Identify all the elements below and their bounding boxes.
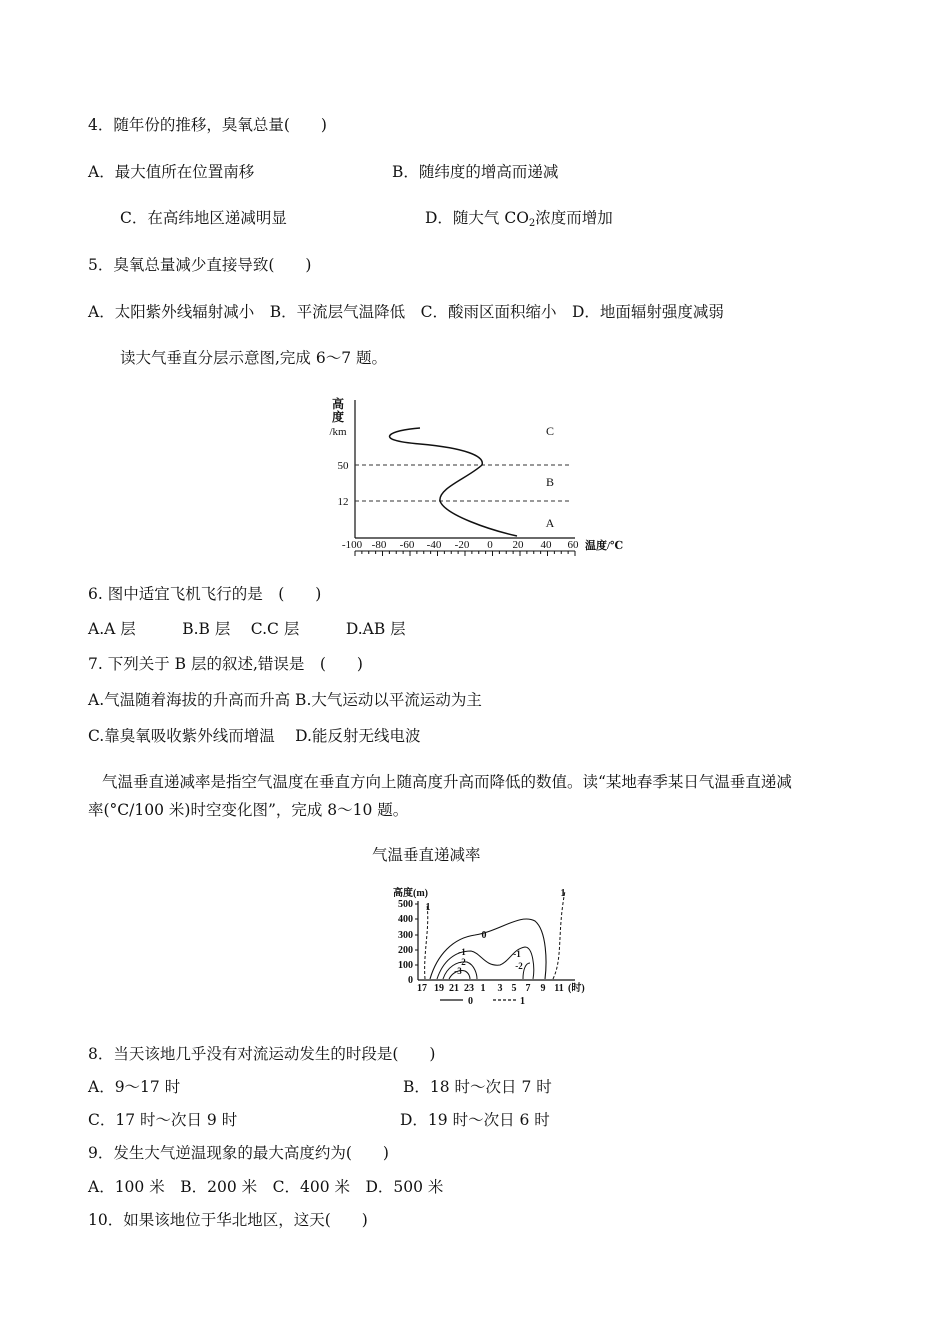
figure2-xtick: 21	[449, 983, 459, 994]
figure2-xtick: 17	[417, 983, 427, 994]
figure1-ytick-50: 50	[337, 460, 349, 472]
figure1-layer-c: C	[545, 424, 555, 438]
q5-stem: 5．臭氧总量减少直接导致( )	[88, 256, 312, 274]
figure2-ytick: 200	[398, 945, 413, 956]
q4-option-b: B．随纬度的增高而递减	[392, 163, 559, 181]
figure2-contour-label: 1	[425, 902, 431, 913]
intro-6-7: 读大气垂直分层示意图,完成 6～7 题。	[120, 349, 388, 367]
figure1-xtick: 60	[567, 539, 579, 551]
figure2-ytick: 0	[408, 975, 413, 986]
figure1-temperature-curve	[390, 428, 517, 536]
figure2-xtick: 11	[554, 983, 564, 994]
figure2-contour-label: -3	[454, 966, 462, 976]
figure1-ylabel-2: 度	[331, 410, 345, 424]
figure2-xtick: 5	[511, 983, 517, 994]
figure1-ylabel-1: 高	[331, 397, 345, 411]
q4-option-c: C．在高纬地区递减明显	[120, 209, 287, 227]
figure1-xtick: 40	[540, 539, 552, 551]
figure1-ytick-12: 12	[337, 496, 349, 508]
figure2-xtick: 23	[464, 983, 474, 994]
figure2-contour-label: -1	[458, 947, 466, 957]
q6-stem: 6. 图中适宜飞机飞行的是 ( )	[88, 585, 322, 603]
q8-stem: 8．当天该地几乎没有对流运动发生的时段是( )	[88, 1045, 436, 1063]
figure1-layer-a: A	[545, 516, 555, 530]
figure2-contour-label: -2	[458, 957, 466, 967]
q7-stem: 7. 下列关于 B 层的叙述,错误是 ( )	[88, 655, 363, 673]
intro-8-10-line2: 率(°C/100 米)时空变化图”，完成 8～10 题。	[88, 801, 409, 819]
figure2-contour-1-right	[553, 891, 565, 979]
figure2-ytick: 400	[398, 914, 413, 925]
figure2-contour-label: -1	[513, 949, 521, 959]
q4-stem: 4．随年份的推移，臭氧总量( )	[88, 116, 327, 134]
q7-options-cd: C.靠臭氧吸收紫外线而增温 D.能反射无线电波	[88, 727, 421, 745]
figure2-ytick: 500	[398, 899, 413, 910]
figure2-contour-label: 0	[481, 930, 487, 941]
figure2-contour-label: -2	[515, 961, 523, 971]
lapse-rate-figure	[385, 883, 595, 1008]
figure2-xtick: 1	[480, 983, 486, 994]
q6-options: A.A 层 B.B 层 C.C 层 D.AB 层	[88, 620, 406, 638]
figure1-xtick: -60	[399, 539, 415, 551]
q10-stem: 10．如果该地位于华北地区，这天( )	[88, 1211, 368, 1229]
figure2-x-unit: (时)	[568, 983, 585, 994]
figure2-legend-solid-label: 0	[468, 996, 473, 1007]
figure2-title: 气温垂直递减率	[372, 846, 481, 864]
q8-option-b: B．18 时～次日 7 时	[403, 1078, 552, 1096]
figure2-xtick: 7	[525, 983, 531, 994]
figure2-ylabel: 高度(m)	[393, 888, 428, 899]
intro-8-10-line1: 气温垂直递减率是指空气温度在垂直方向上随高度升高而降低的数值。读“某地春季某日气温垂直递减	[102, 773, 792, 791]
figure2-contour-label: 1	[560, 888, 566, 899]
figure1-xtick: 20	[512, 539, 524, 551]
q8-option-c: C．17 时～次日 9 时	[88, 1111, 238, 1129]
q4-option-a: A．最大值所在位置南移	[88, 163, 255, 181]
figure1-xtick: -40	[426, 539, 442, 551]
q4-option-d: D．随大气 $CO_2$浓度而增加	[425, 209, 613, 229]
figure2-ytick: 100	[398, 960, 413, 971]
q9-options: A．100 米 B．200 米 C．400 米 D．500 米	[88, 1178, 444, 1196]
figure1-xtick: -80	[371, 539, 387, 551]
q8-option-d: D．19 时～次日 6 时	[400, 1111, 550, 1129]
figure1-xtick: -100	[341, 539, 363, 551]
q8-option-a: A．9～17 时	[88, 1078, 181, 1096]
figure2-ytick: 300	[398, 930, 413, 941]
q5-options: A．太阳紫外线辐射减小 B．平流层气温降低 C．酸雨区面积缩小 D．地面辐射强度减弱	[88, 303, 724, 321]
figure2-contour-1-left	[425, 905, 428, 979]
figure1-layer-b: B	[545, 475, 555, 489]
figure1-ylabel-unit: /km	[329, 426, 347, 438]
q7-options-ab: A.气温随着海拔的升高而升高 B.大气运动以平流运动为主	[88, 691, 482, 709]
figure1-xlabel: 温度/℃	[585, 540, 624, 552]
figure1-xtick: -20	[454, 539, 470, 551]
figure2-xtick: 3	[497, 983, 503, 994]
figure2-xtick: 19	[434, 983, 444, 994]
atmosphere-layers-figure	[320, 390, 640, 565]
figure2-xtick: 9	[540, 983, 546, 994]
figure2-legend-dashed-label: 1	[520, 996, 525, 1007]
figure1-xtick: 0	[487, 539, 493, 551]
q9-stem: 9．发生大气逆温现象的最大高度约为( )	[88, 1144, 389, 1162]
figure2-contour-minus2-right	[523, 963, 530, 979]
